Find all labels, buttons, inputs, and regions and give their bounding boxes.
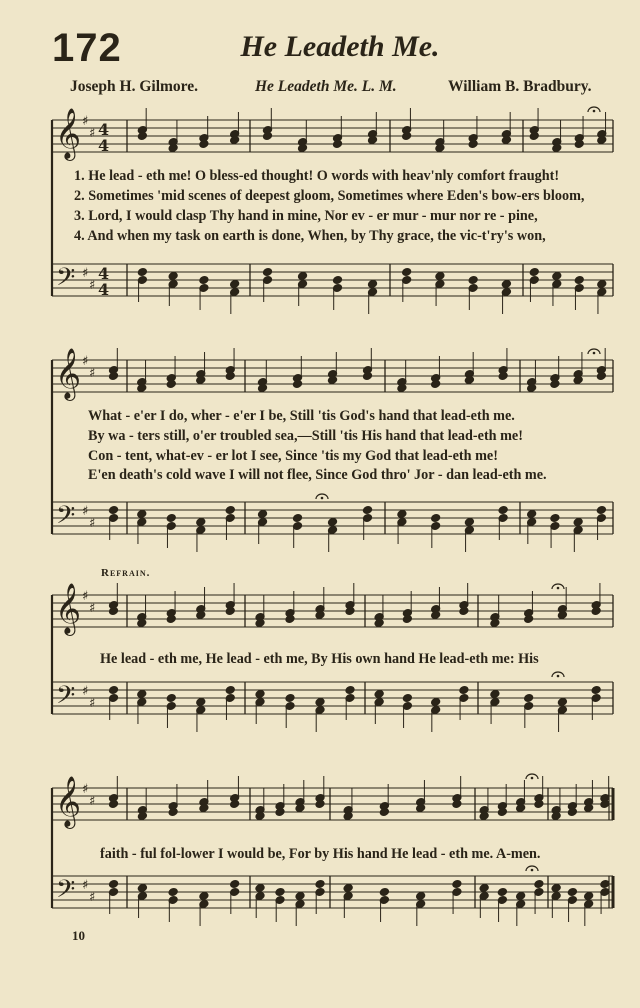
note-head xyxy=(225,506,235,515)
lyricist-credit: Joseph H. Gilmore. xyxy=(70,78,199,95)
sharp-icon: ♯ xyxy=(89,601,96,616)
fermata-dot xyxy=(531,777,534,780)
note-head xyxy=(452,880,462,889)
note-head xyxy=(498,506,508,515)
fermata-dot xyxy=(557,587,560,590)
note-head xyxy=(397,510,407,519)
note-head xyxy=(295,892,305,901)
note-head xyxy=(108,506,118,515)
note-head xyxy=(516,892,526,901)
note-head xyxy=(343,884,353,893)
note-head xyxy=(584,892,594,901)
fermata-dot xyxy=(593,110,596,113)
sharp-icon: ♯ xyxy=(89,366,96,381)
note-head xyxy=(490,690,500,699)
note-head xyxy=(379,888,389,897)
verse-2-line-2: By wa - ters still, o'er troubled sea,—Still 'tis His hand that lead-eth me! xyxy=(88,428,523,444)
note-head xyxy=(534,880,544,889)
note-head xyxy=(479,884,489,893)
note-head xyxy=(567,888,577,897)
note-head xyxy=(255,884,265,893)
note-head xyxy=(529,268,539,277)
fermata-dot xyxy=(593,352,596,355)
bass-clef-icon: 𝄢 xyxy=(56,681,76,716)
treble-clef-icon: 𝄞 xyxy=(55,776,82,827)
note-head xyxy=(464,518,474,527)
time-signature-top: 4 xyxy=(98,264,110,283)
note-head xyxy=(459,686,469,695)
sharp-icon: ♯ xyxy=(89,278,96,293)
bass-clef-icon: 𝄢 xyxy=(56,263,76,298)
note-head xyxy=(257,510,267,519)
sharp-icon: ♯ xyxy=(89,696,96,711)
hymn-title: He Leadeth Me. xyxy=(240,30,440,63)
note-head xyxy=(275,888,285,897)
sharp-icon: ♯ xyxy=(82,504,89,519)
sharp-icon: ♯ xyxy=(82,266,89,281)
verse-2-line-1: 2. Sometimes 'mid scenes of deepest gloom, Sometimes where Eden's bow-ers bloom, xyxy=(74,188,585,204)
fermata-dot xyxy=(321,497,324,500)
verse-4-line-2: E'en death's cold wave I will not flee, Since God thro' Jor - dan lead-eth me. xyxy=(88,467,547,483)
note-head xyxy=(435,272,445,281)
treble-clef-icon: 𝄞 xyxy=(55,348,82,399)
treble-clef-icon: 𝄞 xyxy=(55,583,82,634)
note-head xyxy=(199,892,209,901)
note-head xyxy=(552,272,562,281)
note-head xyxy=(327,518,337,527)
note-head xyxy=(551,884,561,893)
note-head xyxy=(345,686,355,695)
note-head xyxy=(332,276,342,285)
note-head xyxy=(292,514,302,523)
note-head xyxy=(168,272,178,281)
bass-clef-icon: 𝄢 xyxy=(56,875,76,910)
sharp-icon: ♯ xyxy=(89,794,96,809)
verse-4-line-1: 4. And when my task on earth is done, When, by Thy grace, the vic-t'ry's won, xyxy=(74,228,546,244)
time-signature-bottom: 4 xyxy=(98,136,110,155)
note-head xyxy=(108,880,118,889)
note-head xyxy=(596,506,606,515)
note-head xyxy=(196,698,206,707)
note-head xyxy=(230,880,240,889)
sharp-icon: ♯ xyxy=(82,114,89,129)
time-signature-bottom: 4 xyxy=(98,280,110,299)
note-head xyxy=(402,694,412,703)
verse-3-line-1: 3. Lord, I would clasp Thy hand in mine, Nor ev - er mur - mur nor re - pine, xyxy=(74,208,538,224)
time-signature-top: 4 xyxy=(98,120,110,139)
note-head xyxy=(402,268,412,277)
verse-3-line-2: Con - tent, what-ev - er lot I see, Since 'tis my God that lead-eth me! xyxy=(88,448,498,464)
note-head xyxy=(573,518,583,527)
bass-clef-icon: 𝄢 xyxy=(56,501,76,536)
note-head xyxy=(527,510,537,519)
note-head xyxy=(557,698,567,707)
refrain-label: Refrain. xyxy=(101,567,151,579)
note-head xyxy=(262,268,272,277)
note-head xyxy=(137,884,147,893)
note-head xyxy=(285,694,295,703)
note-head xyxy=(501,280,511,289)
note-head xyxy=(137,690,147,699)
note-head xyxy=(497,888,507,897)
sharp-icon: ♯ xyxy=(89,126,96,141)
note-head xyxy=(362,506,372,515)
note-head xyxy=(225,686,235,695)
page-number: 10 xyxy=(72,928,85,943)
composer-credit: William B. Bradbury. xyxy=(448,78,592,95)
verse-1-line-2: What - e'er I do, wher - e'er I be, Still 'tis God's hand that lead-eth me. xyxy=(88,408,515,424)
note-head xyxy=(591,686,601,695)
note-head xyxy=(255,690,265,699)
note-head xyxy=(524,694,534,703)
sharp-icon: ♯ xyxy=(82,684,89,699)
hymn-number: 172 xyxy=(52,26,122,70)
treble-clef-icon: 𝄞 xyxy=(55,108,82,159)
note-head xyxy=(297,272,307,281)
note-head xyxy=(550,514,560,523)
note-head xyxy=(431,514,441,523)
note-head xyxy=(168,888,178,897)
refrain-line-2: faith - ful fol-lower I would be, For by His hand He lead - eth me. A-men. xyxy=(100,846,541,862)
note-head xyxy=(574,276,584,285)
sharp-icon: ♯ xyxy=(82,878,89,893)
note-head xyxy=(468,276,478,285)
fermata-dot xyxy=(531,869,534,872)
fermata-dot xyxy=(557,675,560,678)
note-head xyxy=(367,280,377,289)
note-head xyxy=(137,510,147,519)
note-head xyxy=(315,698,325,707)
sharp-icon: ♯ xyxy=(82,589,89,604)
verse-1-line-1: 1. He lead - eth me! O bless-ed thought! O words with heav'nly comfort fraught! xyxy=(74,168,560,184)
note-head xyxy=(166,514,176,523)
note-head xyxy=(597,280,607,289)
note-head xyxy=(416,892,426,901)
refrain-line-1: He lead - eth me, He lead - eth me, By His own hand He lead-eth me: His xyxy=(100,651,539,667)
note-head xyxy=(315,880,325,889)
note-head xyxy=(230,280,240,289)
note-head xyxy=(196,518,206,527)
note-head xyxy=(137,268,147,277)
sharp-icon: ♯ xyxy=(82,354,89,369)
note-head xyxy=(431,698,441,707)
note-head xyxy=(108,686,118,695)
sharp-icon: ♯ xyxy=(89,890,96,905)
sharp-icon: ♯ xyxy=(89,516,96,531)
note-head xyxy=(374,690,384,699)
note-head xyxy=(199,276,209,285)
tune-meter-credit: He Leadeth Me. L. M. xyxy=(255,78,397,95)
sharp-icon: ♯ xyxy=(82,782,89,797)
note-head xyxy=(166,694,176,703)
